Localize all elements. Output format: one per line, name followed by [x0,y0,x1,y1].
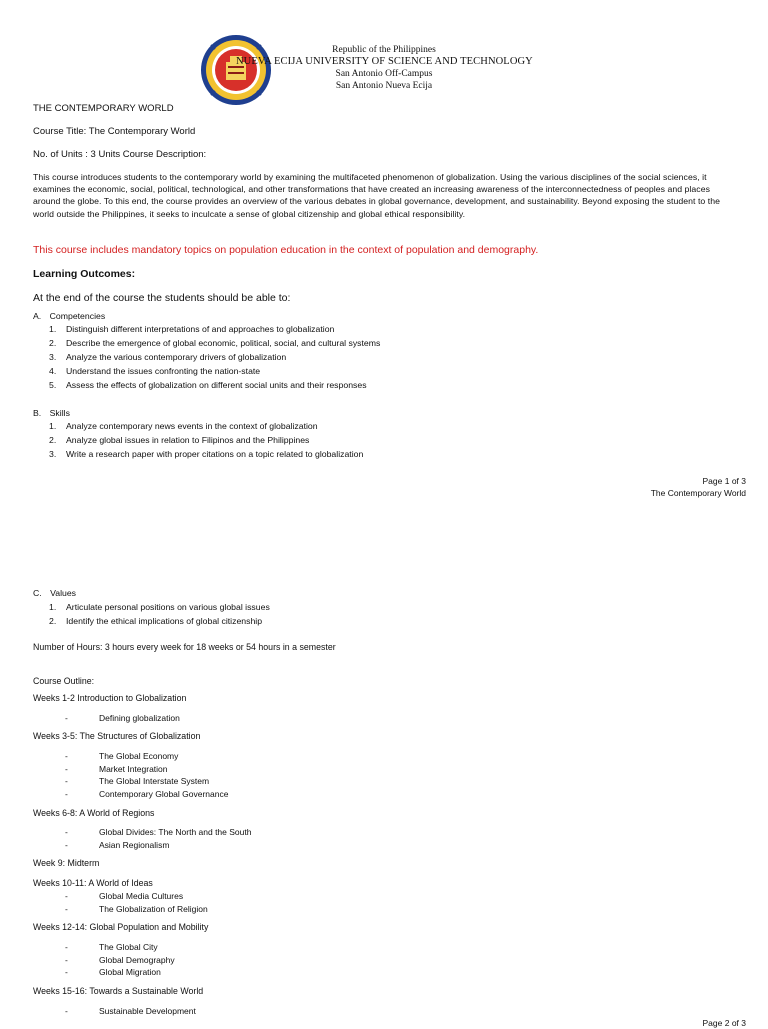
outline-topic: - Sustainable Development [65,1006,196,1016]
outline-topic: - Global Migration [65,967,161,977]
outline-topic: - Contemporary Global Governance [65,789,229,799]
competencies-marker: A. [33,311,42,321]
skills-label: Skills [49,408,70,418]
list-item: 1. Analyze contemporary news events in the context of globalization [49,421,318,431]
learning-outcomes-title: Learning Outcomes: [33,268,136,280]
outline-topic: - The Global Interstate System [65,776,210,786]
values-label: Values [50,588,77,598]
list-item: 2. Analyze global issues in relation to Filipinos and the Philippines [49,435,310,445]
outcomes-intro: At the end of the course the students should be able to: [33,292,291,304]
outline-week: Weeks 12-14: Global Population and Mobility [33,922,209,932]
list-item: 3. Analyze the various contemporary drivers of globalization [49,352,287,362]
mandatory-note: This course includes mandatory topics on population education in the context of population and demography. [33,244,539,256]
document-heading: THE CONTEMPORARY WORLD [33,103,174,114]
outline-topic: - Global Demography [65,955,175,965]
header-campus: San Antonio Off-Campus [335,69,433,79]
outline-topic: - The Global City [65,942,158,952]
list-item: 2. Identify the ethical implications of global citizenship [49,616,263,626]
outline-topic: - The Globalization of Religion [65,904,208,914]
outline-week: Weeks 1-2 Introduction to Globalization [33,693,187,703]
page1-footer [651,475,746,499]
competencies-label: Competencies [49,311,106,321]
list-item: 1. Distinguish different interpretations of and approaches to globalization [49,324,335,334]
page1-title: The Contemporary World [650,488,746,498]
outline-topic: - Defining globalization [65,713,180,723]
outline-week: Weeks 10-11: A World of Ideas [33,878,153,888]
outline-week: Week 9: Midterm [33,858,100,868]
outline-topic: - Global Media Cultures [65,891,184,901]
course-title: Course Title: The Contemporary World [33,126,196,137]
competencies-list [49,323,739,393]
course-description: This course introduces students to the contemporary world by examining the multifaceted phenomenon of globalization. Using the various disciplines of the social sciences, it examines the economic, social, political, technological, and other transformations that have created an increasing awareness of the interconnectedness of peoples and places around the globe. To this end, the course provides an overview of the various debates in global governance, development, and sustainability. Beyond exposing the student to the world outside the Philippines, it seeks to inculcate a sense of global citizenship and global ethical responsibility. [33,172,720,219]
skills-marker: B. [33,408,42,418]
header-location: San Antonio Nueva Ecija [335,81,433,91]
header-republic: Republic of the Philippines [332,45,436,55]
list-item: 1. Articulate personal positions on various global issues [49,602,270,612]
list-item: 4. Understand the issues confronting the nation-state [49,366,261,376]
values-heading [33,588,76,598]
outline-topic: - Market Integration [65,764,168,774]
list-item: 2. Describe the emergence of global economic, political, social, and cultural systems [49,338,381,348]
competencies-heading [33,311,105,321]
outline-topic: - Global Divides: The North and the South [65,827,252,837]
outline-topic: - The Global Economy [65,751,179,761]
list-item: 3. Write a research paper with proper citations on a topic related to globalization [49,449,364,459]
outline-week: Weeks 15-16: Towards a Sustainable World [33,986,204,996]
header-university: NUEVA ECIJA UNIVERSITY OF SCIENCE AND TECHNOLOGY [236,56,533,67]
course-outline-title: Course Outline: [33,676,95,686]
page1-number: Page 1 of 3 [702,476,746,486]
outline-topic: - Asian Regionalism [65,840,170,850]
skills-heading [33,408,70,418]
number-of-hours: Number of Hours: 3 hours every week for 18 weeks or 54 hours in a semester [33,642,336,652]
page2-number: Page 2 of 3 [702,1018,746,1028]
list-item: 5. Assess the effects of globalization on different social units and their responses [49,380,367,390]
outline-week: Weeks 6-8: A World of Regions [33,808,155,818]
course-units: No. of Units : 3 Units Course Description: [33,149,207,160]
values-marker: C. [33,588,42,598]
outline-week: Weeks 3-5: The Structures of Globalization [33,731,201,741]
document-header [236,44,532,92]
values-list [49,601,739,629]
skills-list [49,420,739,462]
